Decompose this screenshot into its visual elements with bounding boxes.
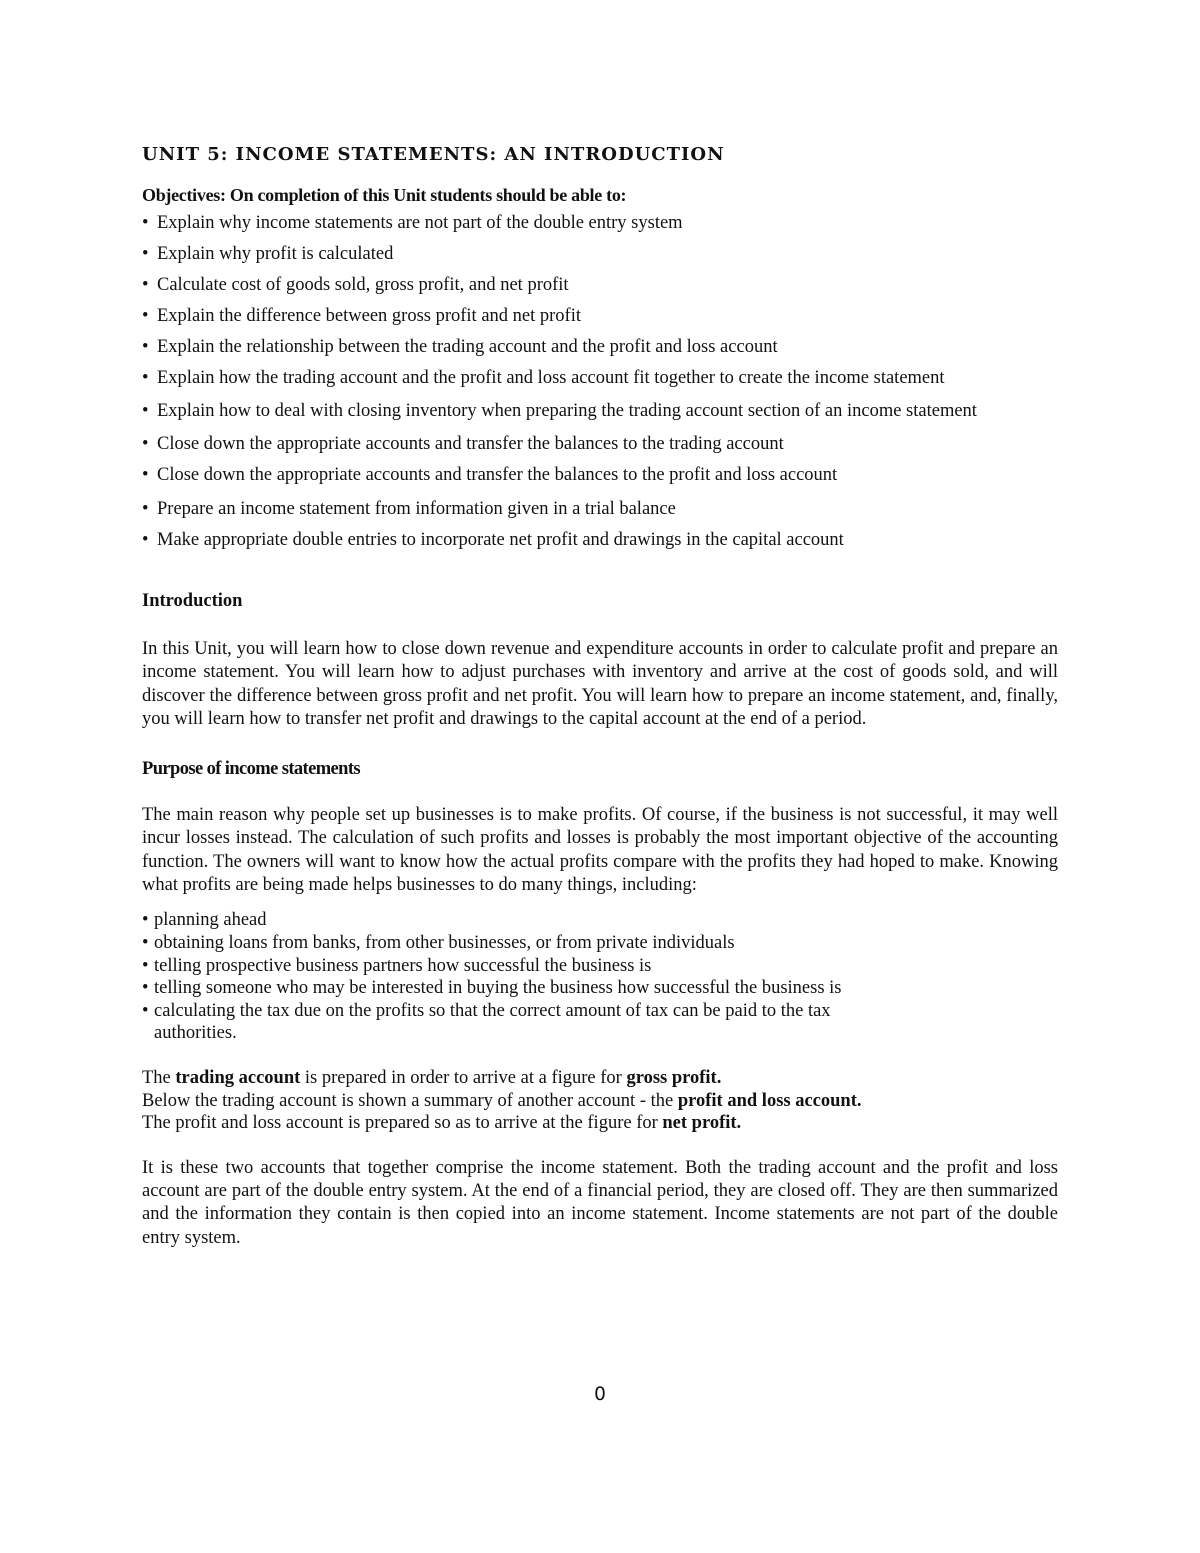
profit-use-item: • telling prospective business partners how successful the business is xyxy=(142,955,1058,978)
objective-item: • Make appropriate double entries to incorporate net profit and drawings in the capital account xyxy=(142,525,1058,556)
objective-item: • Explain why income statements are not part of the double entry system xyxy=(142,208,1058,239)
purpose-paragraph: The main reason why people set up businesses is to make profits. Of course, if the business is not successful, it may well incur losses instead. The calculation of such profits and losses is probably the most important objective of the accounting function. The owners will want to know how the actual profits compare with the profits they had hoped to make. Knowing what profits are being made helps businesses to do many things, including: xyxy=(142,805,1058,896)
profit-use-item: • telling someone who may be interested in buying the business how successful the business is xyxy=(142,977,1058,1000)
trading-account-line xyxy=(142,1067,1058,1090)
page-number: 0 xyxy=(594,1384,606,1405)
gross-profit-term: gross profit. xyxy=(626,1067,722,1088)
line-text: The profit and loss account is prepared so as to arrive at the figure for xyxy=(142,1113,663,1134)
line-text: Below the trading account is shown a summary of another account - the xyxy=(142,1090,678,1111)
objectives-list xyxy=(142,208,1058,556)
objective-item: • Explain the relationship between the trading account and the profit and loss account xyxy=(142,332,1058,363)
objective-item: • Explain the difference between gross profit and net profit xyxy=(142,301,1058,332)
objective-item: • Close down the appropriate accounts and transfer the balances to the trading account xyxy=(142,429,1058,460)
profit-loss-term: profit and loss account. xyxy=(677,1090,862,1111)
objective-item: • Close down the appropriate accounts and transfer the balances to the profit and loss account xyxy=(142,460,1058,491)
profit-uses-list xyxy=(142,909,1058,1045)
objective-item: • Explain how the trading account and the profit and loss account fit together to create the income statement xyxy=(142,363,1058,393)
objective-item: • Prepare an income statement from information given in a trial balance xyxy=(142,494,1058,525)
objectives-heading: Objectives: On completion of this Unit students should be able to: xyxy=(142,185,627,205)
document-body xyxy=(142,140,1058,1250)
line-text: is prepared in order to arrive at a figure for xyxy=(300,1067,627,1088)
line-text: The xyxy=(142,1067,176,1088)
introduction-paragraph: In this Unit, you will learn how to close down revenue and expenditure accounts in order to calculate profit and prepare an income statement. You will learn how to adjust purchases with inventory and arrive at the cost of goods sold, and will discover the difference between gross profit and net profit. You will learn how to prepare an income statement, and, finally, you will learn how to transfer net profit and drawings to the capital account at the end of a period. xyxy=(142,639,1058,729)
profit-use-item: • planning ahead xyxy=(142,909,1058,932)
profit-use-item: • obtaining loans from banks, from other businesses, or from private individuals xyxy=(142,932,1058,955)
profit-use-item: • calculating the tax due on the profits so that the correct amount of tax can be paid to the tax authorities. xyxy=(142,1000,1058,1045)
objective-item: • Explain how to deal with closing inventory when preparing the trading account section of an income statement xyxy=(142,396,1058,426)
trading-account-term: trading account xyxy=(175,1067,301,1088)
final-paragraph: It is these two accounts that together comprise the income statement. Both the trading account and the profit and loss account are part of the double entry system. At the end of a financial period, they are closed off. They are then summarized and the information they contain is then copied into an income statement. Income statements are not part of the double entry system. xyxy=(142,1157,1058,1248)
unit-title: UNIT 5: INCOME STATEMENTS: AN INTRODUCTION xyxy=(142,144,725,165)
introduction-heading: Introduction xyxy=(142,591,243,611)
objective-item: • Explain why profit is calculated xyxy=(142,239,1058,270)
net-profit-term: net profit. xyxy=(662,1113,742,1134)
profit-loss-line xyxy=(142,1090,1058,1113)
accounts-summary xyxy=(142,1067,1058,1135)
net-profit-line xyxy=(142,1112,1058,1135)
purpose-heading: Purpose of income statements xyxy=(142,759,361,780)
objective-item: • Calculate cost of goods sold, gross profit, and net profit xyxy=(142,270,1058,301)
